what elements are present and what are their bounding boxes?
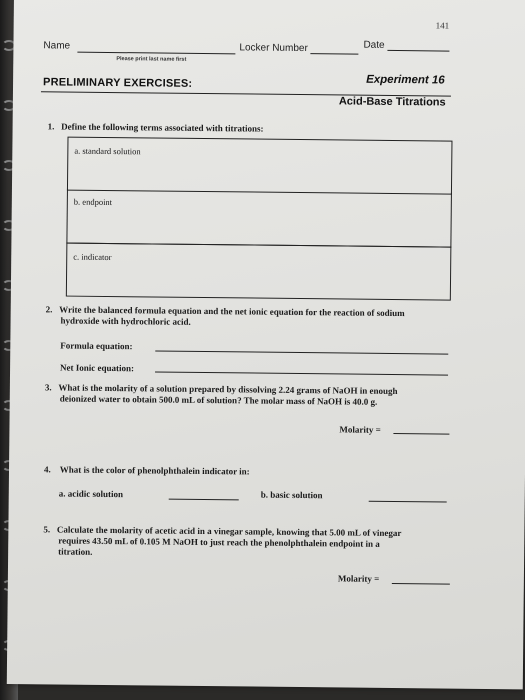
locker-number-field-line[interactable] <box>310 53 358 55</box>
page-number: 141 <box>435 20 450 31</box>
question-text: What is the color of phenolphthalein indicator in: <box>59 464 250 477</box>
worksheet-page <box>7 0 525 689</box>
term-label: c. indicator <box>73 251 112 263</box>
question-text-line1: What is the molarity of a solution prepared by dissolving 2.24 grams of NaOH in enough <box>58 382 398 397</box>
acidic-solution-answer-line[interactable] <box>169 499 239 501</box>
molarity-answer-line[interactable] <box>393 433 449 435</box>
answer-box-endpoint[interactable] <box>66 189 452 248</box>
molarity-label: Molarity = <box>337 573 380 584</box>
date-field-line[interactable] <box>387 50 449 52</box>
question-number: 3. <box>44 382 52 393</box>
net-ionic-equation-line[interactable] <box>155 371 448 375</box>
question-text-line1: Calculate the molarity of acetic acid in a vinegar sample, knowing that 5.00 mL of vinegar <box>56 524 402 539</box>
net-ionic-equation-label: Net Ionic equation: <box>60 362 135 374</box>
question-3 <box>45 382 465 408</box>
name-field-line[interactable] <box>77 52 235 55</box>
name-label: Name <box>43 40 71 52</box>
basic-solution-label: b. basic solution <box>260 489 323 501</box>
date-label: Date <box>363 39 385 51</box>
formula-equation-line[interactable] <box>155 350 448 354</box>
term-label: b. endpoint <box>73 196 113 208</box>
locker-number-label: Locker Number <box>239 42 308 55</box>
question-text-line2: hydroxide with hydrochloric acid. <box>60 315 191 327</box>
acidic-solution-label: a. acidic solution <box>58 488 124 500</box>
answer-box-indicator[interactable] <box>66 243 452 301</box>
question-number: 1. <box>47 121 55 132</box>
question-text: Define the following terms associated with titrations: <box>61 121 264 134</box>
question-5 <box>43 524 473 562</box>
question-text-line3: titration. <box>58 546 93 557</box>
section-title: PRELIMINARY EXERCISES: <box>43 76 193 90</box>
question-text-line2: requires 43.50 mL of 0.105 M NaOH to just reach the phenolphthalein endpoint in a <box>58 535 380 549</box>
molarity-answer-line[interactable] <box>392 583 450 585</box>
question-text-line1: Write the balanced formula equation and the net ionic equation for the reaction of sodium <box>59 304 405 319</box>
question-2 <box>46 304 466 330</box>
formula-equation-label: Formula equation: <box>60 340 133 352</box>
print-hint: Please print last name first <box>116 56 187 63</box>
experiment-number: Experiment 16 <box>366 73 445 87</box>
question-number: 2. <box>45 304 53 315</box>
question-number: 5. <box>43 524 51 535</box>
question-4 <box>44 464 250 477</box>
question-1 <box>48 121 264 134</box>
molarity-label: Molarity = <box>339 424 381 435</box>
answer-box-standard-solution[interactable] <box>67 137 453 195</box>
experiment-title: Acid-Base Titrations <box>338 95 446 109</box>
question-text-line2: deionized water to obtain 500.0 mL of solution? The molar mass of NaOH is 40.0 g. <box>59 393 378 407</box>
term-label: a. standard solution <box>74 145 141 157</box>
basic-solution-answer-line[interactable] <box>369 501 447 503</box>
question-number: 4. <box>43 464 51 475</box>
